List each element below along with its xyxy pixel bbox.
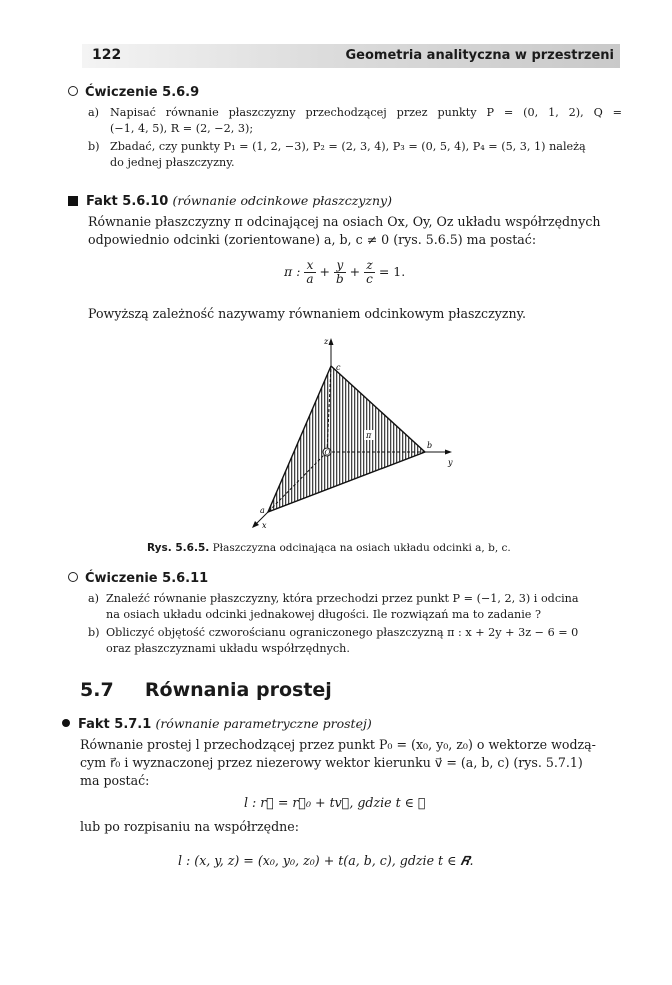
ex569-b-label: b) (88, 140, 100, 153)
fact-5-7-1-middle: lub po rozpisaniu na współrzędne: (80, 819, 299, 834)
label-origin: O (324, 449, 331, 457)
fact-5-7-1-line2: cym r⃗₀ i wyznaczonej przez niezerowy wektor kierunku v⃗ = (a, b, c) (rys. 5.7.1) (80, 755, 583, 770)
ex569-a-line1: Napisać równanie płaszczyzny przechodzącej przez punkty P = (0, 1, 2), Q = (110, 106, 622, 119)
plane-triangle (268, 366, 425, 512)
fraction-z-c (364, 259, 375, 286)
parametric-formula-coordinates: l : (x, y, z) = (x₀, y₀, z₀) + t(a, b, c), gdzie t ∈ 𝑹. (178, 853, 474, 868)
fact-5-7-1-line1: Równanie prostej l przechodzącej przez punkt P₀ = (x₀, y₀, z₀) o wektorze wodzą- (80, 737, 596, 752)
ex5611-b-line1: Obliczyć objętość czworościanu ograniczonego płaszczyzną π : x + 2y + 3z − 6 = 0 (106, 626, 579, 639)
frac-den-a: a (306, 272, 314, 286)
fact-5-6-10-subtitle: (równanie odcinkowe płaszczyzny) (172, 193, 392, 208)
label-z-axis: z (324, 337, 329, 346)
plus-sign-1: + (319, 264, 331, 279)
z-axis-arrow-icon (329, 338, 334, 345)
frac-num-z: z (364, 259, 375, 273)
fact-5-7-1-subtitle: (równanie parametryczne prostej) (155, 716, 372, 731)
ex5611-b-line2: oraz płaszczyznami układu współrzędnych. (106, 642, 350, 655)
fact-5-6-10-line2: odpowiednio odcinki (zorientowane) a, b, c ≠ 0 (rys. 5.6.5) ma postać: (88, 232, 537, 247)
chapter-title: Geometria analityczna w przestrzeni (345, 48, 614, 63)
fact-5-6-10-title: Fakt 5.6.10 (86, 194, 169, 209)
figure-caption (147, 542, 511, 554)
frac-num-y: y (334, 259, 346, 273)
plus-sign-2: + (349, 264, 361, 279)
section-title: Równania prostej (144, 679, 332, 701)
formula-lhs: π : (284, 264, 301, 279)
frac-den-c: c (366, 272, 373, 286)
fact-5-6-10-heading (68, 193, 392, 209)
parametric-formula-vector: l : r⃗ = r⃗₀ + tv⃗, gdzie t ∈ 𝑹 (244, 795, 426, 810)
circle-bullet-icon (68, 86, 78, 96)
fraction-y-b (334, 259, 346, 286)
ex569-b-line1: Zbadać, czy punkty P₁ = (1, 2, −3), P₂ = (2, 3, 4), P₃ = (0, 5, 4), P₄ = (5, 3, 1) należą (110, 140, 586, 153)
label-x-axis: x (262, 521, 267, 530)
frac-num-x: x (304, 259, 315, 273)
exercise-5-6-9-title: Ćwiczenie 5.6.9 (85, 85, 200, 100)
ex5611-a-line2: na osiach układu odcinki jednakowej długości. Ile rozwiązań ma to zadanie ? (106, 608, 541, 621)
frac-den-b: b (336, 272, 344, 286)
fact-5-6-10-line1: Równanie płaszczyzny π odcinającej na osiach Ox, Oy, Oz układu współrzędnych (88, 214, 601, 229)
fraction-x-a (304, 259, 315, 286)
dot-bullet-icon (62, 719, 70, 727)
intercept-formula (284, 259, 405, 286)
fact-5-7-1-heading (62, 716, 372, 732)
label-plane-pi: π (366, 431, 372, 440)
label-point-a: a (260, 506, 265, 515)
ex5611-b-label: b) (88, 626, 100, 639)
exercise-5-6-11-heading (68, 571, 208, 586)
exercise-5-6-9-heading (68, 85, 199, 100)
figure-caption-label: Rys. 5.6.5. (147, 542, 210, 554)
square-bullet-icon (68, 196, 78, 206)
circle-bullet-icon (68, 572, 78, 582)
label-y-axis: y (448, 458, 453, 467)
figure-caption-text: Płaszczyzna odcinająca na osiach układu odcinki a, b, c. (212, 542, 511, 554)
intercept-plane-figure (240, 332, 470, 532)
fact-5-6-10-after: Powyższą zależność nazywamy równaniem odcinkowym płaszczyzny. (88, 306, 527, 321)
ex5611-a-line1: Znaleźć równanie płaszczyzny, która przechodzi przez punkt P = (−1, 2, 3) i odcina (106, 592, 579, 605)
fact-5-7-1-line3: ma postać: (80, 773, 150, 788)
ex569-b-line2: do jednej płaszczyzny. (110, 156, 235, 169)
fact-5-7-1-title: Fakt 5.7.1 (78, 717, 152, 732)
label-point-c: c (336, 363, 341, 372)
running-header (82, 44, 620, 68)
page-number: 122 (92, 47, 122, 63)
ex569-a-label: a) (88, 106, 100, 119)
ex569-a-line2: (−1, 4, 5), R = (2, −2, 3); (110, 122, 254, 135)
formula-rhs: = 1. (378, 264, 406, 279)
section-number: 5.7 (80, 679, 114, 701)
exercise-5-6-11-title: Ćwiczenie 5.6.11 (85, 571, 209, 586)
section-heading (80, 679, 332, 701)
y-axis-arrow-icon (445, 450, 452, 455)
ex5611-a-label: a) (88, 592, 100, 605)
label-point-b: b (427, 441, 433, 450)
